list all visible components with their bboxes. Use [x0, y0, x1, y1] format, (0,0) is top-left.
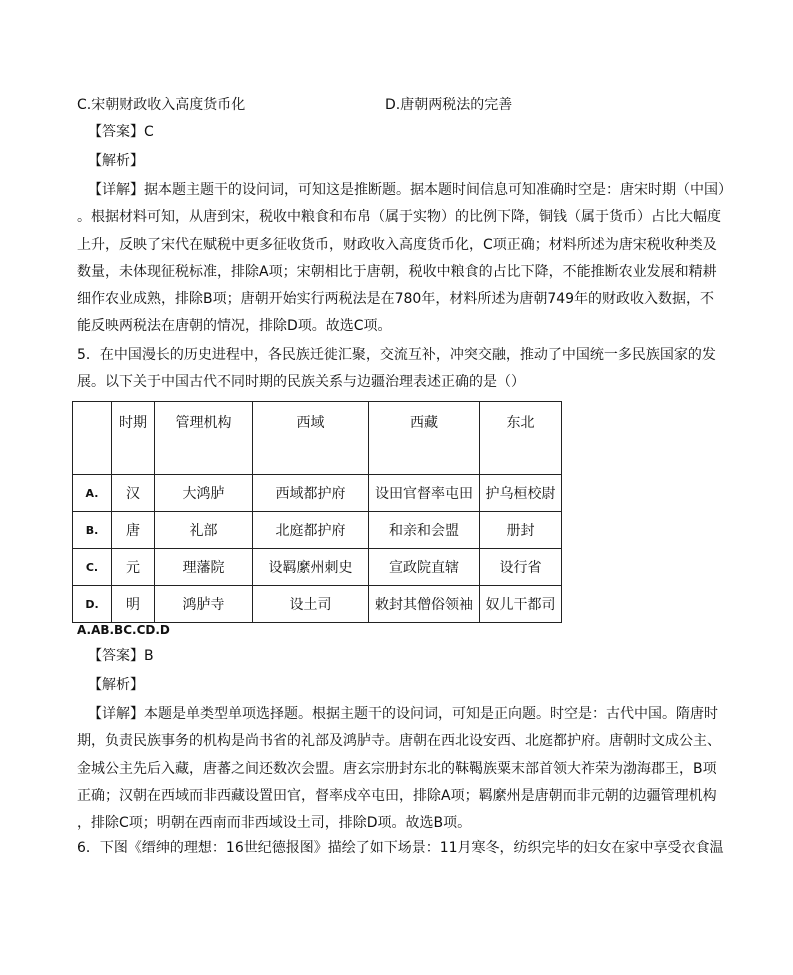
q5-stem-line: 展。以下关于中国古代不同时期的民族关系与边疆治理表述正确的是（） [77, 374, 525, 391]
q4-detail-line: 。根据材料可知，从唐到宋，税收中粮食和布帛（属于实物）的比例下降，铜钱（属于货币）占比大幅度 [77, 209, 721, 226]
table-cell: 设田官督率屯田 [369, 475, 480, 512]
table-header-cell: 东北 [480, 402, 562, 475]
q5-detail [77, 701, 728, 837]
table-cell: 礼部 [155, 512, 253, 549]
q4-analysis-label: 【解析】 [88, 153, 144, 169]
q5-detail-line: ，排除C项；明朝在西南而非西域设土司，排除D项。故选B项。 [77, 815, 472, 832]
table-row [73, 475, 562, 512]
q5-detail-line: 正确；汉朝在西域而非西藏设置田官，督率戍卒屯田，排除A项；羁縻州是唐朝而非元朝的边疆管理机构 [77, 787, 717, 804]
table-cell: B. [73, 512, 112, 549]
table-cell: 大鸿胪 [155, 475, 253, 512]
table-header-cell: 西藏 [369, 402, 480, 475]
table-row [73, 586, 562, 623]
q5-stem [77, 342, 717, 397]
table-cell: C. [73, 549, 112, 586]
table-cell: D. [73, 586, 112, 623]
table-cell: 和亲和会盟 [369, 512, 480, 549]
q5-detail-line: 期，负责民族事务的机构是尚书省的礼部及鸿胪寺。唐朝在西北设安西、北庭都护府。唐朝时文成公主、 [77, 733, 721, 750]
table-cell: 明 [112, 586, 155, 623]
q5-choices: A.AB.BC.CD.D [77, 623, 170, 637]
table-cell: 汉 [112, 475, 155, 512]
q5-detail-line: 【详解】本题是单类型单项选择题。根据主题干的设问词，可知是正向题。时空是：古代中国。隋唐时 [88, 706, 718, 722]
table-cell: 宣政院直辖 [369, 549, 480, 586]
table-cell: 西域都护府 [253, 475, 369, 512]
q5-answer: 【答案】B [88, 648, 154, 664]
q4-detail-line: 上升，反映了宋代在赋税中更多征收货币，财政收入高度货币化，C项正确；材料所述为唐宋税收种类及 [77, 236, 717, 253]
q5-table [72, 401, 562, 623]
table-cell: 鸿胪寺 [155, 586, 253, 623]
table-header-cell: 管理机构 [155, 402, 253, 475]
q4-detail-line: 数量，未体现征税标准，排除A项；宋朝相比于唐朝，税收中粮食的占比下降，不能推断农业发展和精耕 [77, 263, 717, 280]
table-cell: 设行省 [480, 549, 562, 586]
table-cell: 理藩院 [155, 549, 253, 586]
table-header-row [73, 402, 562, 475]
table-cell: 设羁縻州刺史 [253, 549, 369, 586]
table-header-cell: 时期 [112, 402, 155, 475]
table-row [73, 549, 562, 586]
table-cell: 唐 [112, 512, 155, 549]
table-header-cell [73, 402, 112, 475]
table-cell: 敕封其僧俗领袖 [369, 586, 480, 623]
q4-detail-line: 能反映两税法在唐朝的情况，排除D项。故选C项。 [77, 318, 392, 335]
q5-detail-line: 金城公主先后入藏，唐蕃之间还数次会盟。唐玄宗册封东北的靺鞨族粟末部首领大祚荣为渤海郡王，B项 [77, 760, 717, 777]
table-cell: 设土司 [253, 586, 369, 623]
q4-detail-line: 细作农业成熟，排除B项；唐朝开始实行两税法是在780年，材料所述为唐朝749年的财政收入数据，不 [77, 291, 715, 308]
q4-answer: 【答案】C [88, 124, 154, 140]
table-header-cell: 西域 [253, 402, 369, 475]
q5-stem-line: 5．在中国漫长的历史进程中，各民族迁徙汇聚，交流互补，冲突交融，推动了中国统一多民族国家的发 [77, 347, 716, 363]
table-cell: 护乌桓校尉 [480, 475, 562, 512]
table-cell: 北庭都护府 [253, 512, 369, 549]
q6-stem: 6．下图《缙绅的理想：16世纪德报图》描绘了如下场景：11月寒冬，纺织完毕的妇女在家中享受衣食温 [77, 840, 724, 856]
table-cell: A. [73, 475, 112, 512]
q5-analysis-label: 【解析】 [88, 677, 144, 693]
table-row [73, 512, 562, 549]
table-cell: 册封 [480, 512, 562, 549]
table-cell: 元 [112, 549, 155, 586]
table-cell: 奴儿干都司 [480, 586, 562, 623]
q4-detail-line: 【详解】据本题主题干的设问词，可知这是推断题。据本题时间信息可知准确时空是：唐宋时期（中国） [88, 182, 732, 198]
option-c: C.宋朝财政收入高度货币化 [77, 97, 246, 113]
option-d: D.唐朝两税法的完善 [385, 97, 513, 113]
q4-detail [77, 177, 732, 341]
